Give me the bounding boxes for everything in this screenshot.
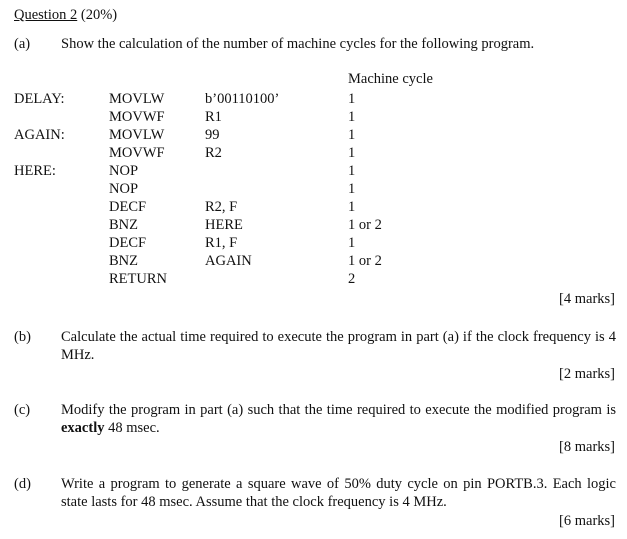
part-c-text-before: Modify the program in part (a) such that the time required to execute the modified program is <box>61 402 616 418</box>
table-row <box>0 252 627 270</box>
question-weight: (20%) <box>77 7 118 23</box>
part-c-label: (c) <box>14 402 31 418</box>
row-cycles: 1 or 2 <box>348 217 382 233</box>
part-c-text <box>61 401 616 437</box>
part-c-text-bold: exactly <box>61 420 105 436</box>
row-instruction: RETURN <box>109 271 167 287</box>
table-row <box>0 270 627 288</box>
part-a-label: (a) <box>14 36 31 52</box>
row-instruction: NOP <box>109 181 139 197</box>
part-b-marks: [2 marks] <box>559 366 615 382</box>
row-cycles: 1 <box>348 109 356 125</box>
row-operand: AGAIN <box>205 253 252 269</box>
row-operand: b’00110100’ <box>205 91 280 107</box>
part-a-marks: [4 marks] <box>559 291 615 307</box>
table-row <box>0 198 627 216</box>
part-d-marks: [6 marks] <box>559 513 615 529</box>
row-instruction: MOVLW <box>109 127 165 143</box>
part-a-text: Show the calculation of the number of machine cycles for the following program. <box>61 36 535 52</box>
question-heading <box>14 6 117 24</box>
table-row <box>0 162 627 180</box>
row-operand: R1 <box>205 109 222 125</box>
table-row <box>0 234 627 252</box>
machine-cycle-header: Machine cycle <box>348 71 433 87</box>
row-instruction: MOVLW <box>109 91 165 107</box>
row-instruction: MOVWF <box>109 145 165 161</box>
row-instruction: BNZ <box>109 217 138 233</box>
row-operand: HERE <box>205 217 243 233</box>
row-instruction: DECF <box>109 199 147 215</box>
row-operand: R2, F <box>205 199 238 215</box>
row-operand: R1, F <box>205 235 238 251</box>
part-c-text-after: 48 msec. <box>104 420 160 436</box>
row-cycles: 1 <box>348 235 356 251</box>
row-operand: R2 <box>205 145 222 161</box>
question-title: Question 2 <box>14 7 78 23</box>
part-c-marks: [8 marks] <box>559 439 615 455</box>
row-instruction: NOP <box>109 163 139 179</box>
row-cycles: 1 <box>348 127 356 143</box>
row-cycles: 1 <box>348 145 356 161</box>
row-label: HERE: <box>14 163 56 179</box>
row-cycles: 2 <box>348 271 356 287</box>
table-row <box>0 180 627 198</box>
row-cycles: 1 or 2 <box>348 253 382 269</box>
row-label: AGAIN: <box>14 127 65 143</box>
row-instruction: MOVWF <box>109 109 165 125</box>
part-b-text: Calculate the actual time required to execute the program in part (a) if the clock frequency is 4 MHz. <box>61 329 616 363</box>
row-instruction: DECF <box>109 235 147 251</box>
row-cycles: 1 <box>348 91 356 107</box>
part-d-label: (d) <box>14 476 31 492</box>
part-d-text: Write a program to generate a square wave of 50% duty cycle on pin PORTB.3. Each logic state lasts for 48 msec. Assume that the clock frequency is 4 MHz. <box>61 476 616 510</box>
row-operand: 99 <box>205 127 220 143</box>
table-row <box>0 126 627 144</box>
table-row <box>0 108 627 126</box>
row-cycles: 1 <box>348 199 356 215</box>
row-cycles: 1 <box>348 163 356 179</box>
table-row <box>0 216 627 234</box>
part-b-label: (b) <box>14 329 31 345</box>
table-row <box>0 90 627 108</box>
row-cycles: 1 <box>348 181 356 197</box>
row-label: DELAY: <box>14 91 65 107</box>
table-row <box>0 144 627 162</box>
row-instruction: BNZ <box>109 253 138 269</box>
